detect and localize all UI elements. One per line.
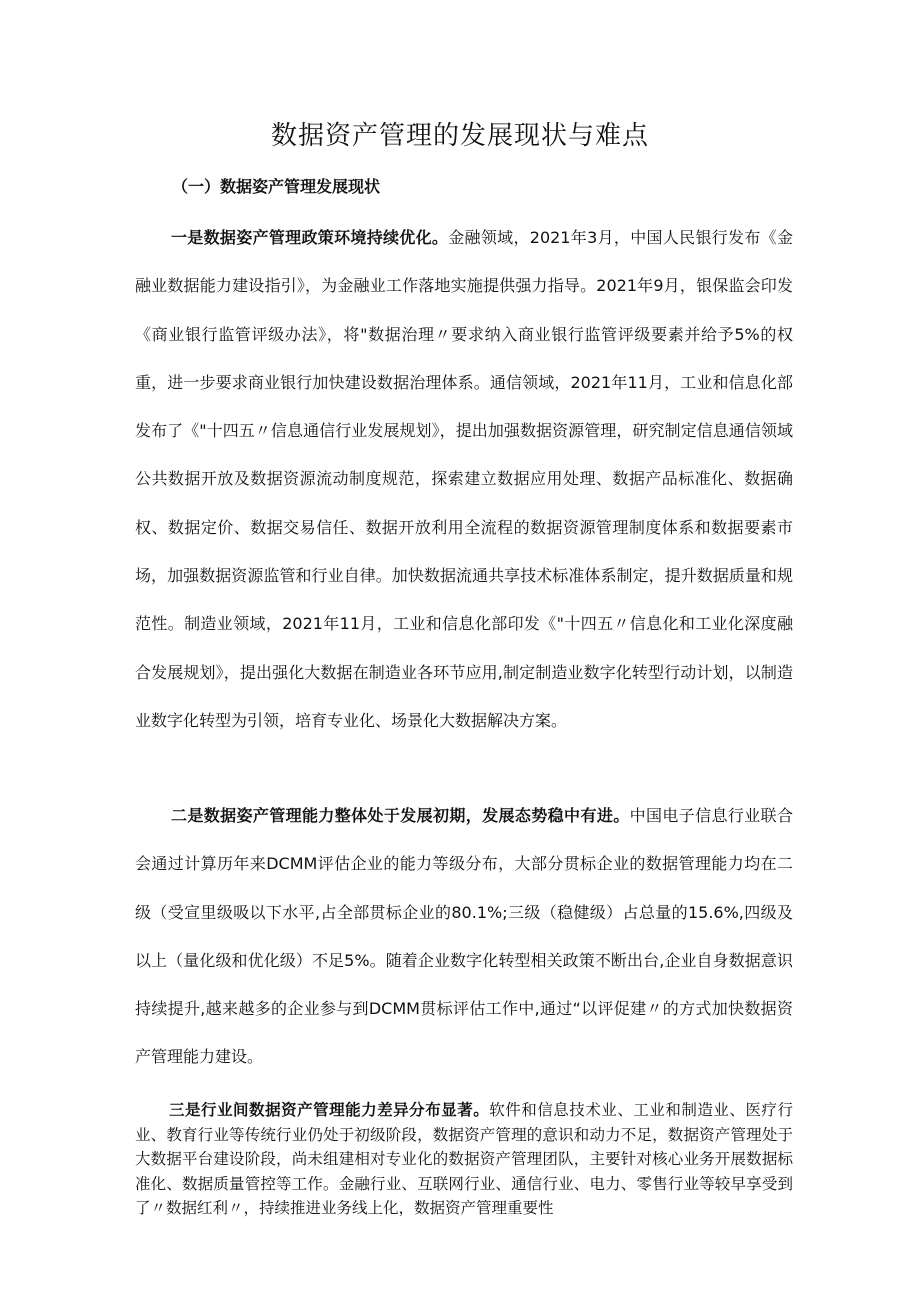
paragraph-body: 金融领域，2021年3月，中国人民银行发布《金融业数据能力建设指引》，为金融业工作落地实施提供强力指导。2021年9月，银保监会印发《商业银行监管评级办法》，将"数据治理〃要求纳入商业银行监管评级要素并给予5%的权重，进一步要求商业银行加快建设数据治理体系。通信领域，2021年11月，工业和信息化部发布了《"十四五〃信息通信行业发展规划》，提出加强数据资源管理，研究制定信息通信领域公共数据开放及数据资源流动制度规范，探索建立数据应用处理、数据产品标准化、数据确权、数据定价、数据交易信任、数据开放利用全流程的数据资源管理制度体系和数据要素市场，加强数据资源监管和行业自律。加快数据流通共享技术标准体系制定，提升数据质量和规范性。制造业领域，2021年11月，工业和信息化部印发《"十四五〃信息化和工业化深度融合发展规划》，提出强化大数据在制造业各环节应用,制定制造业数字化转型行动计划，以制造业数字化转型为引领，培育专业化、场景化大数据解决方案。 [135, 228, 793, 730]
paragraph-lead: 二是数据姿产管理能力整体处于发展初期，发展态势稳中有进。 [171, 806, 630, 825]
paragraph-management-capability [135, 792, 793, 1082]
document-title: 数据资产管理的发展现状与难点 [270, 121, 649, 151]
paragraph-industry-differences [135, 1098, 793, 1221]
paragraph-lead: 三是行业间数据资产管理能力差异分布显著。 [169, 1101, 490, 1119]
paragraph-body: 中国电子信息行业联合会通过计算历年来DCMM评估企业的能力等级分布，大部分贯标企业的数据管理能力均在二级（受宣里级吸以下水平,占全部贯标企业的80.1%;三级（稳健级）占总量的15.6%,四级及以上（量化级和优化级）不足5%。随着企业数字化转型相关政策不断出台,企业自身数据意识持续提升,越来越多的企业参与到DCMM贯标评估工作中,通过“以评促建〃的方式加快数据资产管理能力建设。 [135, 806, 793, 1067]
paragraph-policy-environment [135, 214, 793, 745]
paragraph-body: 软件和信息技术业、工业和制造业、医疗行业、教育行业等传统行业仍处于初级阶段，数据资产管理的意识和动力不足，数据资产管理处于大数据平台建设阶段，尚未组建相对专业化的数据资产管理团队，主要针对核心业务开展数据标准化、数据质量管控等工作。金融行业、互联网行业、通信行业、电力、零售行业等较早享受到了〃数据红利〃，持续推进业务线上化，数据资产管理重要性 [135, 1101, 793, 1218]
section-heading: （一）数据姿产管理发展现状 [172, 177, 381, 196]
paragraph-lead: 一是数据姿产管理政策环境持续优化。 [171, 228, 449, 247]
